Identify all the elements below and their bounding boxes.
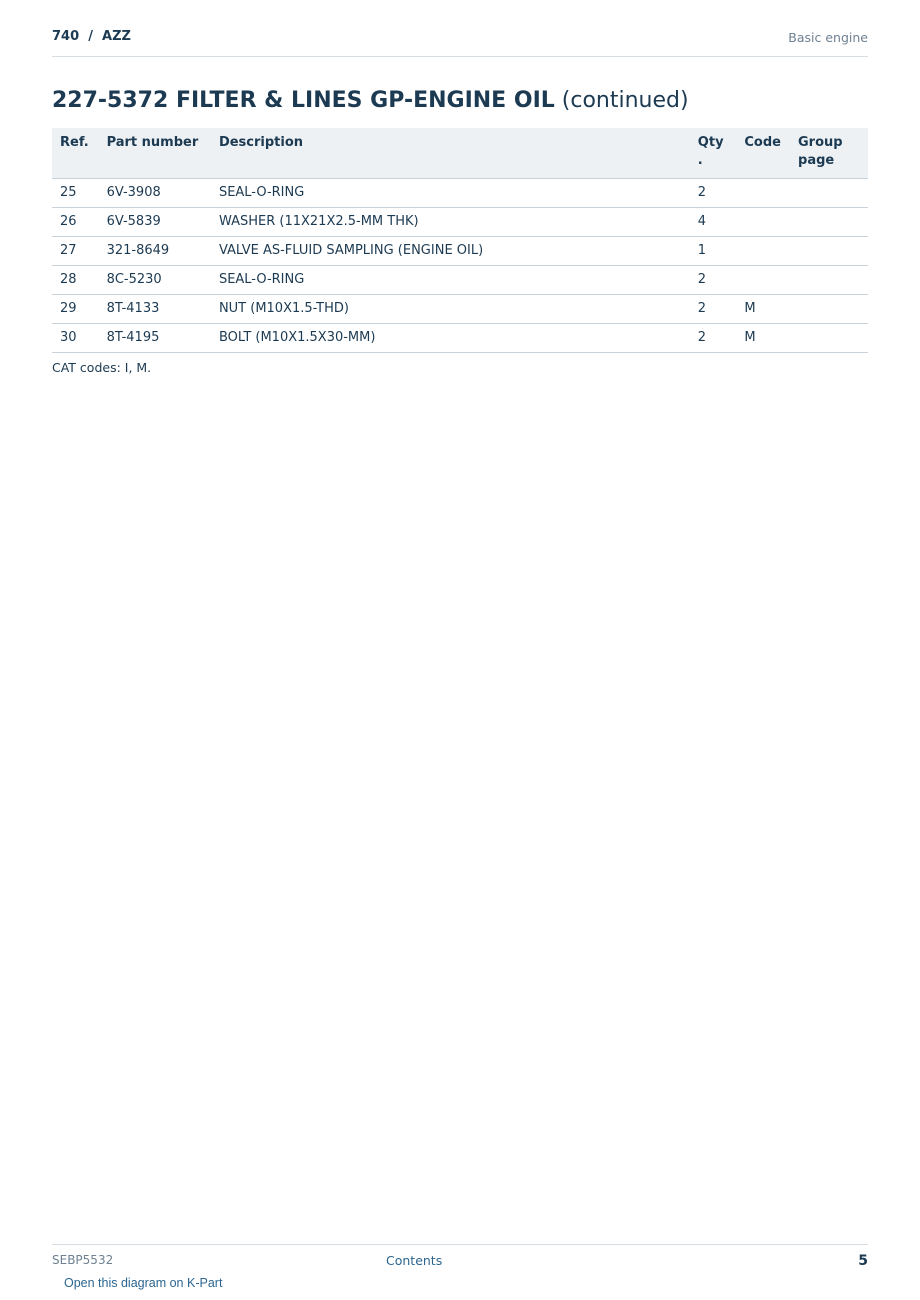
cell-qty: 1: [690, 237, 737, 266]
column-header-group-page: Group page: [790, 128, 868, 179]
cell-description: BOLT (M10X1.5X30-MM): [211, 324, 690, 353]
cell-ref: 28: [52, 266, 99, 295]
cell-group-page: [790, 295, 868, 324]
cell-code: M: [736, 295, 790, 324]
cell-code: [736, 208, 790, 237]
page-number: 5: [858, 1253, 868, 1269]
cell-qty: 2: [690, 266, 737, 295]
parts-table: [52, 128, 868, 353]
table-row: [52, 179, 868, 208]
table-row: [52, 208, 868, 237]
cell-ref: 25: [52, 179, 99, 208]
cell-description: WASHER (11X21X2.5-MM THK): [211, 208, 690, 237]
cell-part-number: 8T-4195: [99, 324, 211, 353]
cell-qty: 4: [690, 208, 737, 237]
cell-code: [736, 237, 790, 266]
cell-description: SEAL-O-RING: [211, 179, 690, 208]
footer-doc-id: SEBP5532: [52, 1253, 114, 1267]
page-header: [52, 28, 868, 57]
cell-qty: 2: [690, 179, 737, 208]
parts-table-body: [52, 179, 868, 353]
open-kpart-link[interactable]: Open this diagram on K-Part: [64, 1276, 223, 1290]
cell-qty: 2: [690, 324, 737, 353]
column-header-ref: Ref.: [52, 128, 99, 179]
cell-ref: 29: [52, 295, 99, 324]
column-header-code: Code: [736, 128, 790, 179]
contents-link[interactable]: Contents: [386, 1253, 443, 1268]
cell-part-number: 6V-3908: [99, 179, 211, 208]
cell-ref: 27: [52, 237, 99, 266]
header-model-serial: [52, 29, 131, 44]
page-title-main: 227-5372 FILTER & LINES GP-ENGINE OIL: [52, 88, 555, 113]
cell-description: SEAL-O-RING: [211, 266, 690, 295]
cell-group-page: [790, 208, 868, 237]
page-footer: [52, 1244, 868, 1275]
page-title-suffix: (continued): [561, 88, 689, 113]
header-section: Basic engine: [788, 30, 868, 45]
cell-part-number: 8C-5230: [99, 266, 211, 295]
page-title: [52, 88, 689, 113]
cell-ref: 30: [52, 324, 99, 353]
header-separator: /: [88, 29, 93, 44]
cell-group-page: [790, 324, 868, 353]
cell-code: M: [736, 324, 790, 353]
column-header-description: Description: [211, 128, 690, 179]
cell-description: VALVE AS-FLUID SAMPLING (ENGINE OIL): [211, 237, 690, 266]
table-row: [52, 266, 868, 295]
table-row: [52, 324, 868, 353]
cell-qty: 2: [690, 295, 737, 324]
cell-code: [736, 266, 790, 295]
cell-code: [736, 179, 790, 208]
header-model: 740: [52, 29, 80, 44]
table-row: [52, 237, 868, 266]
cell-part-number: 321-8649: [99, 237, 211, 266]
cell-part-number: 8T-4133: [99, 295, 211, 324]
cell-description: NUT (M10X1.5-THD): [211, 295, 690, 324]
cell-group-page: [790, 237, 868, 266]
cell-part-number: 6V-5839: [99, 208, 211, 237]
cell-group-page: [790, 179, 868, 208]
header-serial-prefix: AZZ: [102, 29, 131, 44]
parts-table-header: [52, 128, 868, 179]
cell-group-page: [790, 266, 868, 295]
table-row: [52, 295, 868, 324]
cell-ref: 26: [52, 208, 99, 237]
parts-table-header-row: [52, 128, 868, 179]
column-header-part-number: Part number: [99, 128, 211, 179]
column-header-qty: Qty .: [690, 128, 737, 179]
cat-codes-note: CAT codes: I, M.: [52, 360, 152, 375]
